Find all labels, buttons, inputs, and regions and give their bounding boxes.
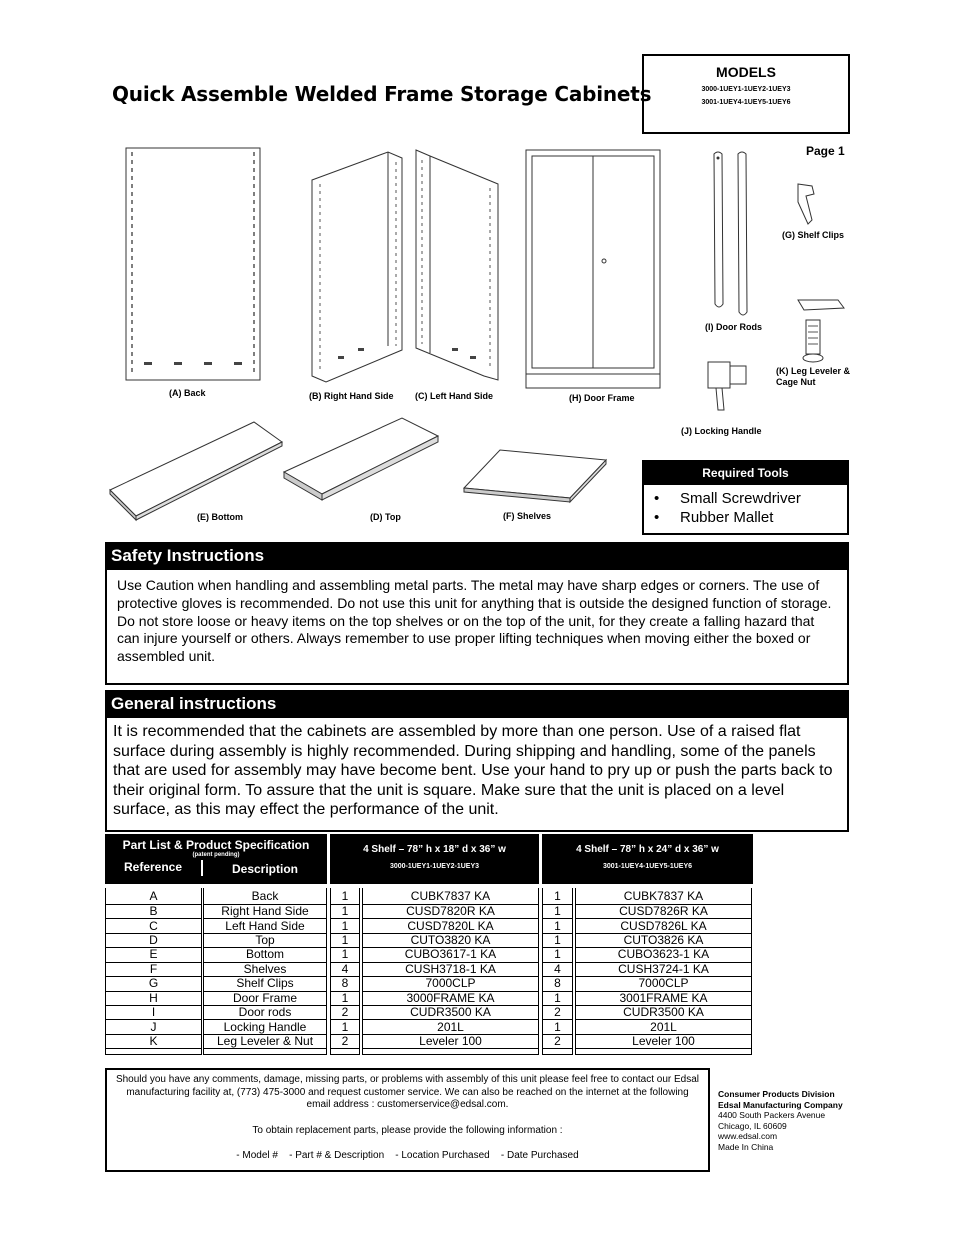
caption-leg-leveler: (K) Leg Leveler & [776, 366, 851, 376]
spec2-models: 3001-1UEY4-1UEY5-1UEY6 [602, 863, 693, 870]
company-info [718, 1089, 843, 1153]
caption-right-side: (B) Right Hand Side [309, 391, 394, 401]
part-number-1: CUSH3718-1 KA [362, 962, 539, 976]
part-reference: J [105, 1020, 202, 1034]
part-description: Back [203, 890, 327, 904]
contact-text: Should you have any comments, damage, missing parts, or problems with assembly of this unit please feel free to contact our Edsal manufacturing facility at, (773) 475-3000 and request customer service. We can also be reached on the internet at the following email address : customerservice@edsal.com. [115, 1074, 700, 1110]
caption-shelves: (F) Shelves [503, 511, 552, 521]
models-heading: MODELS [716, 64, 776, 80]
part-number-1: CUSD7820L KA [362, 919, 539, 933]
part-qty-2: 2 [542, 1034, 573, 1048]
spec1-models: 3000-1UEY1-1UEY2-1UEY3 [389, 863, 480, 870]
required-tools-box [642, 460, 849, 535]
top-panel-illustration [282, 416, 442, 506]
door-rods-illustration [708, 150, 758, 320]
table-row [105, 919, 752, 933]
table-row [105, 1034, 752, 1048]
part-number-1: 7000CLP [362, 977, 539, 991]
company-website: www.edsal.com [718, 1131, 778, 1142]
part-number-1: CUBK7837 KA [362, 890, 539, 904]
part-number-2: CUBO3623-1 KA [575, 948, 752, 962]
models-line-1: 3000-1UEY1-1UEY2-1UEY3 [701, 86, 791, 93]
part-qty-2: 1 [542, 991, 573, 1005]
part-qty-1: 2 [330, 1006, 360, 1020]
part-description: Shelves [203, 962, 327, 976]
part-qty-2: 2 [542, 1006, 573, 1020]
part-qty-1: 1 [330, 890, 360, 904]
part-description: Shelf Clips [203, 977, 327, 991]
part-number-1: CUTO3820 KA [362, 933, 539, 947]
part-qty-1: 4 [330, 962, 360, 976]
part-reference: H [105, 991, 202, 1005]
company-name: Edsal Manufacturing Company [718, 1099, 843, 1110]
caption-locking-handle: (J) Locking Handle [681, 426, 762, 436]
part-description: Door Frame [203, 991, 327, 1005]
spec1-header [330, 834, 539, 884]
part-description: Locking Handle [203, 1020, 327, 1034]
general-heading: General instructions [107, 692, 847, 718]
company-address-1: 4400 South Packers Avenue [718, 1110, 826, 1121]
company-origin: Made In China [718, 1141, 774, 1152]
part-qty-1: 8 [330, 977, 360, 991]
part-reference: G [105, 977, 202, 991]
caption-shelf-clips: (G) Shelf Clips [782, 230, 845, 240]
part-number-2: CUSD7826R KA [575, 904, 752, 918]
part-number-2: 7000CLP [575, 977, 752, 991]
replacement-parts-info: - Model # - Part # & Description - Location Purchased - Date Purchased [236, 1150, 579, 1161]
part-qty-2: 1 [542, 948, 573, 962]
required-tools-list [644, 485, 847, 527]
part-qty-2: 1 [542, 904, 573, 918]
table-row [105, 962, 752, 976]
part-reference: F [105, 962, 202, 976]
part-list-table [105, 890, 752, 1049]
part-number-1: 201L [362, 1020, 539, 1034]
spec1-title: 4 Shelf – 78” h x 18” d x 36” w [363, 844, 506, 855]
right-side-illustration [308, 150, 408, 390]
part-list-heading: Part List & Product Specification [122, 838, 310, 852]
safety-section [105, 542, 849, 685]
table-row [105, 948, 752, 962]
part-qty-1: 2 [330, 1034, 360, 1048]
table-row [105, 904, 752, 918]
document-title: Quick Assemble Welded Frame Storage Cabinets [112, 82, 652, 106]
caption-bottom: (E) Bottom [197, 512, 243, 522]
part-number-2: CUBK7837 KA [575, 890, 752, 904]
caption-door-rods: (I) Door Rods [705, 322, 762, 332]
part-qty-1: 1 [330, 1020, 360, 1034]
part-number-2: 3001FRAME KA [575, 991, 752, 1005]
required-tools-heading: Required Tools [644, 462, 847, 485]
table-row [105, 991, 752, 1005]
shelf-illustration [460, 448, 610, 504]
patent-note: (patent pending) [192, 852, 240, 858]
caption-left-side: (C) Left Hand Side [415, 391, 493, 401]
part-qty-1: 1 [330, 933, 360, 947]
part-reference: I [105, 1006, 202, 1020]
spec2-title: 4 Shelf – 78” h x 24” d x 36” w [576, 844, 719, 855]
safety-text: Use Caution when handling and assembling metal parts. The metal may have sharp edges or corners. The use of protective gloves is recommended. Do not use this unit for anything that is outside the designed function of storage. Do not store loose or heavy items on the top shelves or on the top of the unit, for they create a falling hazard that can injure yourself or others. Always remember to use proper lifting techniques when moving either the boxed or assembled unit. [117, 577, 832, 665]
part-qty-2: 1 [542, 933, 573, 947]
part-reference: D [105, 933, 202, 947]
part-reference: A [105, 890, 202, 904]
caption-back: (A) Back [169, 388, 206, 398]
part-qty-1: 1 [330, 991, 360, 1005]
part-number-2: CUSH3724-1 KA [575, 962, 752, 976]
safety-heading: Safety Instructions [107, 544, 847, 570]
table-row [105, 933, 752, 947]
part-qty-2: 1 [542, 919, 573, 933]
part-qty-2: 1 [542, 890, 573, 904]
part-number-2: CUSD7826L KA [575, 919, 752, 933]
part-number-1: 3000FRAME KA [362, 991, 539, 1005]
caption-top: (D) Top [370, 512, 401, 522]
part-qty-1: 1 [330, 904, 360, 918]
part-reference: E [105, 948, 202, 962]
part-description: Door rods [203, 1006, 327, 1020]
part-reference: C [105, 919, 202, 933]
shelf-clips-illustration [792, 180, 822, 226]
part-qty-2: 1 [542, 1020, 573, 1034]
page-number: Page 1 [806, 144, 845, 158]
company-division: Consumer Products Division [718, 1089, 835, 1099]
leg-leveler-illustration [788, 296, 850, 366]
company-address-2: Chicago, IL 60609 [718, 1120, 787, 1131]
part-list-header [105, 834, 327, 884]
part-number-2: CUDR3500 KA [575, 1006, 752, 1020]
part-description: Bottom [203, 948, 327, 962]
part-number-1: CUBO3617-1 KA [362, 948, 539, 962]
reference-column-header: Reference [105, 860, 203, 876]
table-row [105, 1020, 752, 1034]
part-description: Top [203, 933, 327, 947]
part-number-2: Leveler 100 [575, 1034, 752, 1048]
door-frame-illustration [524, 148, 664, 392]
bottom-panel-illustration [106, 420, 286, 522]
caption-door-frame: (H) Door Frame [569, 393, 635, 403]
table-row [105, 977, 752, 991]
contact-box [105, 1068, 710, 1172]
table-row [105, 890, 752, 904]
part-number-2: 201L [575, 1020, 752, 1034]
general-section [105, 690, 849, 832]
part-reference: B [105, 904, 202, 918]
part-description: Right Hand Side [203, 904, 327, 918]
part-description: Left Hand Side [203, 919, 327, 933]
back-panel-illustration [124, 146, 264, 386]
replacement-parts-note: To obtain replacement parts, please provide the following information : [252, 1124, 563, 1136]
models-box [642, 54, 850, 134]
part-qty-2: 8 [542, 977, 573, 991]
part-qty-2: 4 [542, 962, 573, 976]
general-text: It is recommended that the cabinets are assembled by more than one person. Use of a raised flat surface during assembly is highly recommended. During shipping and handling, some of the panels that are used for assembly may have become bent. Use your hand to pry up or push the parts back to their original form. To assure that the unit is square. Make sure that the unit is placed on a level surface, as this may effect the performance of the unit. [113, 723, 833, 819]
left-side-illustration [412, 148, 502, 388]
table-row [105, 1006, 752, 1020]
spec2-header [542, 834, 753, 884]
part-description: Leg Leveler & Nut [203, 1034, 327, 1048]
locking-handle-illustration [702, 356, 752, 414]
part-number-1: CUSD7820R KA [362, 904, 539, 918]
tool-item: • Rubber Mallet [654, 508, 847, 527]
tool-item: • Small Screwdriver [654, 489, 847, 508]
part-number-2: CUTO3826 KA [575, 933, 752, 947]
part-number-1: Leveler 100 [362, 1034, 539, 1048]
models-line-2: 3001-1UEY4-1UEY5-1UEY6 [701, 99, 791, 106]
part-qty-1: 1 [330, 948, 360, 962]
part-reference: K [105, 1034, 202, 1048]
part-qty-1: 1 [330, 919, 360, 933]
caption-leg-leveler-cont: Cage Nut [776, 377, 816, 387]
description-column-header: Description [231, 862, 298, 876]
part-number-1: CUDR3500 KA [362, 1006, 539, 1020]
